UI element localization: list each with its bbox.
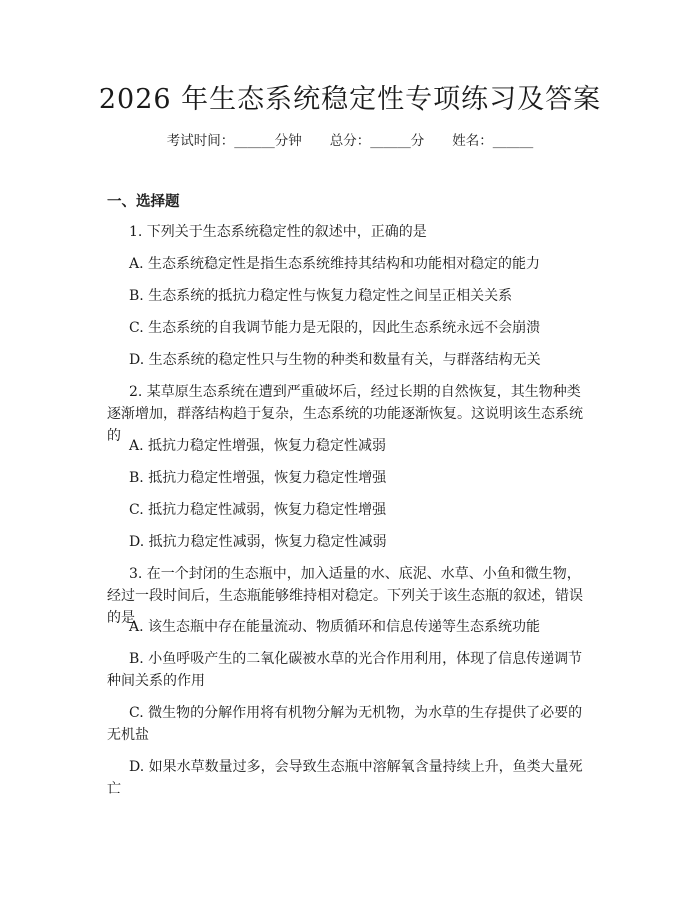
question-1 <box>107 221 593 243</box>
option-text: A. 该生态瓶中存在能量流动、物质循环和信息传递等生态系统功能 <box>129 619 541 635</box>
option-text: D. 抵抗力稳定性减弱，恢复力稳定性减弱 <box>129 534 387 550</box>
question-1-option-a <box>107 253 593 275</box>
question-2-option-b <box>107 467 593 489</box>
question-stem: 3. 在一个封闭的生态瓶中，加入适量的水、底泥、水草、小鱼和微生物，经过一段时间后，生态瓶能够维持相对稳定。下列关于该生态瓶的叙述，错误的是 <box>107 566 583 626</box>
question-3-option-c <box>107 702 593 746</box>
question-stem: 1. 下列关于生态系统稳定性的叙述中，正确的是 <box>129 224 427 240</box>
question-2-option-a <box>107 435 593 457</box>
option-text: A. 抵抗力稳定性增强，恢复力稳定性减弱 <box>129 438 387 454</box>
question-2-option-c <box>107 499 593 521</box>
option-text: A. 生态系统稳定性是指生态系统维持其结构和功能相对稳定的能力 <box>129 256 541 272</box>
option-text: B. 生态系统的抵抗力稳定性与恢复力稳定性之间呈正相关关系 <box>129 288 513 304</box>
question-3-option-d <box>107 756 593 800</box>
option-text: B. 小鱼呼吸产生的二氧化碳被水草的光合作用利用，体现了信息传递调节种间关系的作用 <box>107 651 583 689</box>
exam-time-field: 考试时间：______分钟 <box>166 133 302 149</box>
question-1-option-b <box>107 285 593 307</box>
page-title: 2026 年生态系统稳定性专项练习及答案 <box>98 84 602 115</box>
option-text: D. 如果水草数量过多，会导致生态瓶中溶解氧含量持续上升，鱼类大量死亡 <box>107 759 583 797</box>
question-stem: 2. 某草原生态系统在遭到严重破坏后，经过长期的自然恢复，其生物种类逐渐增加，群落结构趋于复杂，生态系统的功能逐渐恢复。这说明该生态系统的 <box>107 384 583 444</box>
option-text: D. 生态系统的稳定性只与生物的种类和数量有关，与群落结构无关 <box>129 352 541 368</box>
option-text: B. 抵抗力稳定性增强，恢复力稳定性增强 <box>129 470 387 486</box>
question-3-option-b <box>107 648 593 692</box>
section-heading-choice: 一、选择题 <box>107 193 180 210</box>
question-1-option-c <box>107 317 593 339</box>
exam-score-field: 总分：______分 <box>329 133 425 149</box>
option-text: C. 生态系统的自我调节能力是无限的，因此生态系统永远不会崩溃 <box>129 320 541 336</box>
option-text: C. 抵抗力稳定性减弱，恢复力稳定性增强 <box>129 502 387 518</box>
option-text: C. 微生物的分解作用将有机物分解为无机物，为水草的生存提供了必要的无机盐 <box>107 705 583 743</box>
question-1-option-d <box>107 349 593 371</box>
exam-name-field: 姓名：______ <box>452 133 534 149</box>
exam-info-line <box>0 130 700 152</box>
question-2-option-d <box>107 531 593 553</box>
question-3-option-a <box>107 616 593 638</box>
